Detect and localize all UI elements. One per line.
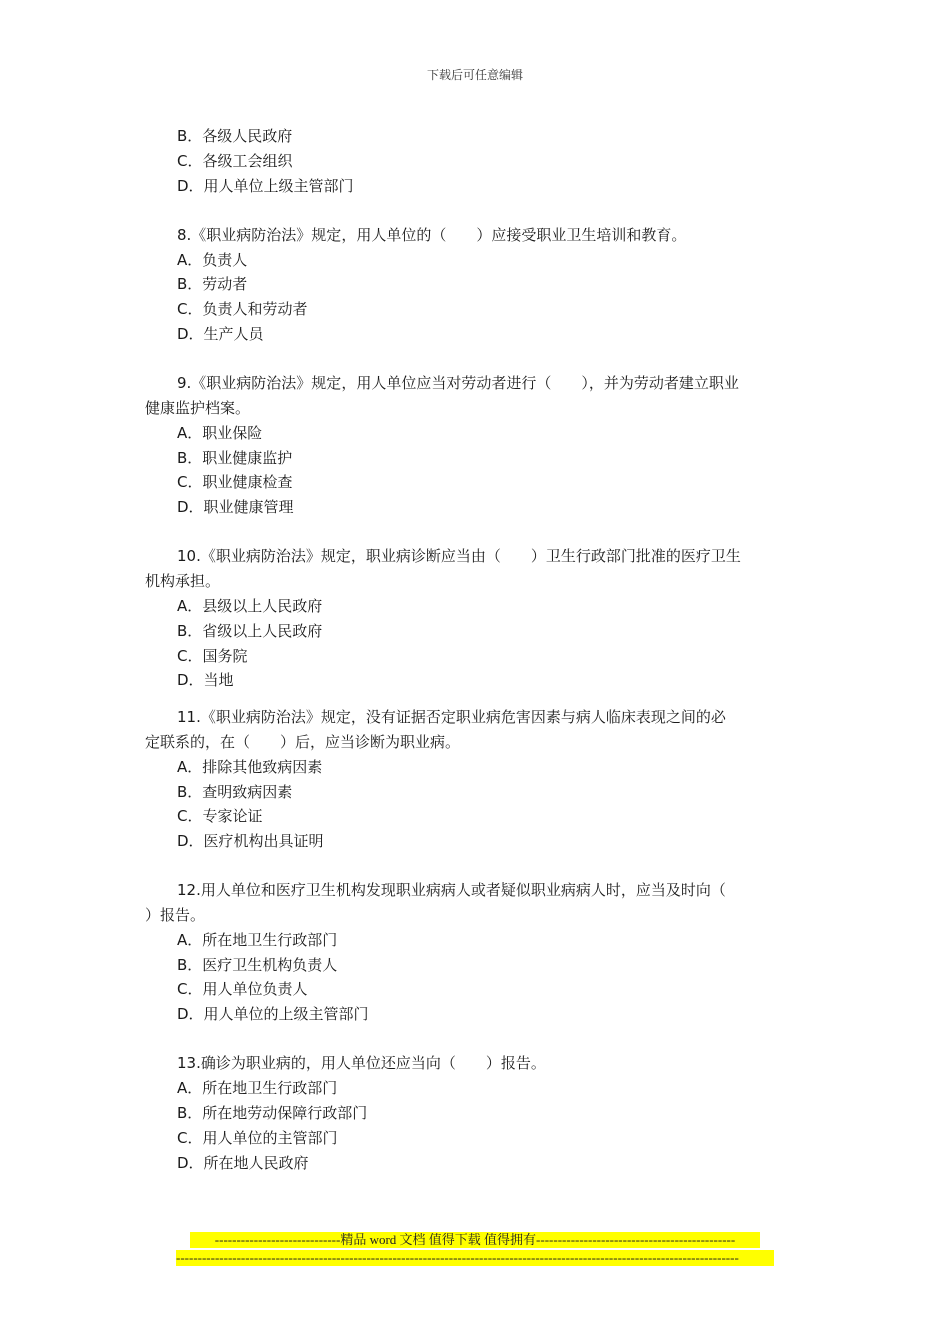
- question-text-continued: 健康监护档案。: [145, 398, 251, 417]
- option-line: A．所在地卫生行政部门: [177, 930, 338, 949]
- question-9: [145, 371, 805, 520]
- page-header: 下载后可任意编辑: [426, 68, 523, 82]
- footer-banner: -----------------------------精品 word 文档 值得下载 值得拥有----------------------------------------------: [190, 1232, 760, 1248]
- option-line: C．各级工会组织: [177, 151, 293, 170]
- document-body: [145, 124, 805, 1175]
- option-line: A．县级以上人民政府: [177, 596, 323, 615]
- option-line: A．所在地卫生行政部门: [177, 1079, 338, 1098]
- question-text: 13.确诊为职业病的，用人单位还应当向（ ）报告。: [177, 1054, 546, 1073]
- question-text: 12.用人单位和医疗卫生机构发现职业病病人或者疑似职业病病人时，应当及时向（: [177, 881, 726, 900]
- question-8: [145, 223, 805, 347]
- option-line: B．查明致病因素: [177, 782, 293, 801]
- question-text-continued: ）报告。: [145, 906, 206, 925]
- option-line: D．当地: [177, 671, 234, 690]
- question-10: [145, 544, 805, 693]
- option-line: D．生产人员: [177, 324, 264, 343]
- option-line: C．用人单位的主管部门: [177, 1128, 338, 1147]
- option-line: B．医疗卫生机构负责人: [177, 955, 338, 974]
- question-text: 8.《职业病防治法》规定，用人单位的（ ）应接受职业卫生培训和教育。: [177, 225, 687, 244]
- question-text-continued: 定联系的，在（ ）后，应当诊断为职业病。: [145, 732, 461, 751]
- option-line: C．用人单位负责人: [177, 980, 308, 999]
- question-text: 9.《职业病防治法》规定，用人单位应当对劳动者进行（ ），并为劳动者建立职业: [177, 374, 739, 393]
- option-line: C．专家论证: [177, 807, 263, 826]
- footer-rule: ----------------------------------------------------------------------------------------------------------------------------------: [176, 1250, 774, 1266]
- option-line: B．省级以上人民政府: [177, 621, 323, 640]
- question-text-continued: 机构承担。: [145, 572, 221, 591]
- option-line: B．所在地劳动保障行政部门: [177, 1104, 368, 1123]
- option-line: B．职业健康监护: [177, 448, 293, 467]
- option-line: D．职业健康管理: [177, 498, 294, 517]
- option-line: D．用人单位上级主管部门: [177, 176, 354, 195]
- option-line: A．负责人: [177, 250, 248, 269]
- question-text: 10.《职业病防治法》规定，职业病诊断应当由（ ）卫生行政部门批准的医疗卫生: [177, 547, 741, 566]
- question-text: 11.《职业病防治法》规定，没有证据否定职业病危害因素与病人临床表现之间的必: [177, 708, 726, 727]
- option-line: D．用人单位的上级主管部门: [177, 1005, 369, 1024]
- option-line: C．负责人和劳动者: [177, 300, 308, 319]
- option-line: D．医疗机构出具证明: [177, 832, 324, 851]
- option-line: A．职业保险: [177, 423, 263, 442]
- option-line: B．各级人民政府: [177, 127, 293, 145]
- option-line: C．国务院: [177, 646, 248, 665]
- option-line: D．所在地人民政府: [177, 1153, 309, 1172]
- question-12: [145, 878, 805, 1027]
- option-group: [145, 124, 805, 198]
- option-line: B．劳动者: [177, 275, 248, 294]
- option-line: A．排除其他致病因素: [177, 757, 323, 776]
- question-11: [145, 705, 805, 854]
- question-13: [145, 1051, 805, 1175]
- option-line: C．职业健康检查: [177, 473, 293, 492]
